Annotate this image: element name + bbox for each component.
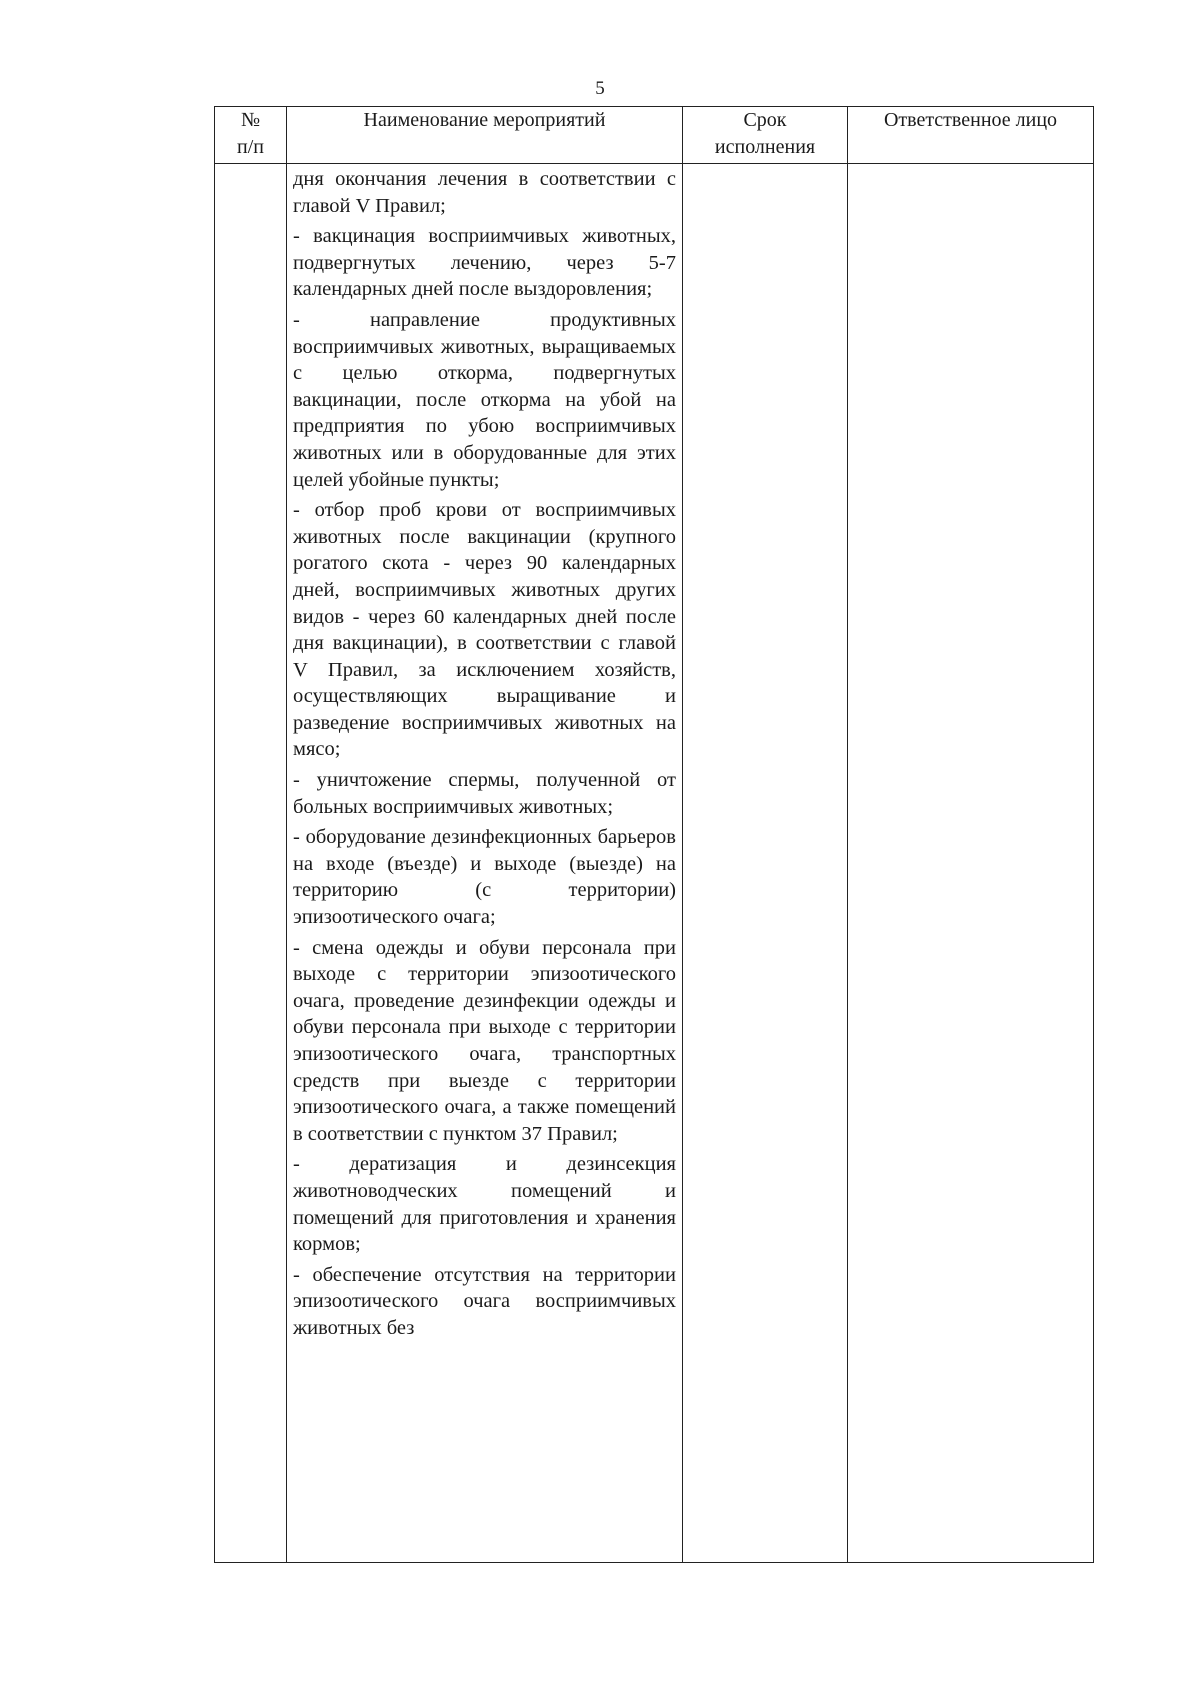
measure-item: - вакцинация восприимчивых животных, подвергнутых лечению, через 5-7 календарных дней после выздоровления;	[293, 225, 676, 301]
header-responsible	[848, 107, 1094, 164]
cell-term	[683, 164, 848, 1563]
table-row	[215, 164, 1094, 1563]
measures-list	[287, 164, 682, 1342]
measures-table	[214, 106, 1094, 1563]
header-term-line1: Срок	[743, 109, 787, 131]
measure-item: - смена одежды и обуви персонала при выходе с территории эпизоотического очага, проведение дезинфекции одежды и обуви персонала при выходе с территории эпизоотического очага, транспортных средств при выезде с территории эпизоотического очага, а также помещений в соответствии с пунктом 37 Правил;	[293, 936, 676, 1145]
measure-item: - оборудование дезинфекционных барьеров на входе (въезде) и выходе (выезде) на территорию (с территории) эпизоотического очага;	[293, 826, 676, 929]
header-term	[683, 107, 848, 164]
header-name	[287, 107, 683, 164]
measure-item: - дератизация и дезинсекция животноводческих помещений и помещений для приготовления и хранения кормов;	[293, 1153, 676, 1256]
header-name-text: Наименование мероприятий	[363, 109, 606, 131]
cell-measures	[287, 164, 683, 1563]
table-header-row	[215, 107, 1094, 164]
page-number: 5	[595, 78, 605, 99]
measure-item: - отбор проб крови от восприимчивых животных после вакцинации (крупного рогатого скота - через 90 календарных дней, восприимчивых животных других видов - через 60 календарных дней после дня вакцинации), в соответствии с главой V Правил, за исключением хозяйств, осуществляющих выращивание и разведение восприимчивых животных на мясо;	[293, 499, 676, 761]
measure-item: - направление продуктивных восприимчивых животных, выращиваемых с целью откорма, подвергнутых вакцинации, после откорма на убой на предприятия по убою восприимчивых животных или в оборудованные для этих целей убойные пункты;	[293, 308, 676, 491]
measure-item: - обеспечение отсутствия на территории эпизоотического очага восприимчивых животных без	[293, 1263, 676, 1339]
cell-number	[215, 164, 287, 1563]
measure-item: - уничтожение спермы, полученной от больных восприимчивых животных;	[293, 769, 676, 818]
header-number-line1: №	[240, 109, 261, 131]
header-responsible-text: Ответственное лицо	[883, 109, 1058, 131]
measure-item: дня окончания лечения в соответствии с главой V Правил;	[293, 168, 676, 217]
header-number	[215, 107, 287, 164]
cell-responsible	[848, 164, 1094, 1563]
header-number-line2: п/п	[237, 136, 264, 158]
header-term-line2: исполнения	[714, 136, 816, 158]
